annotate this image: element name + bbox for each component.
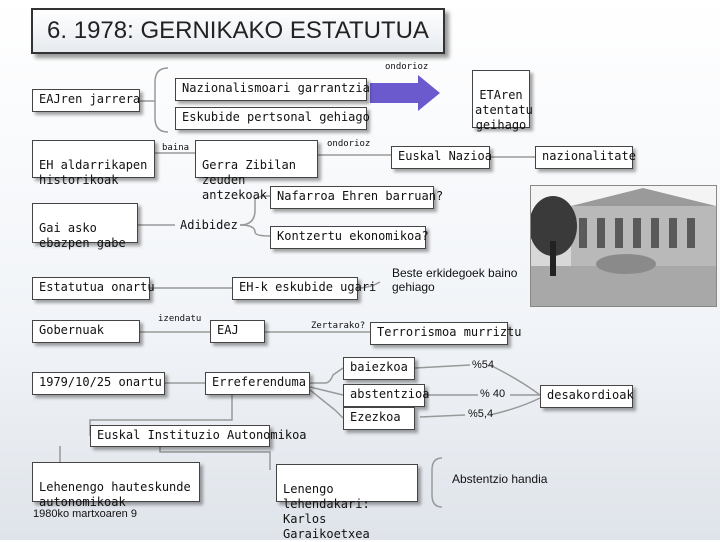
abstentzioa-label: abstentzioa <box>350 387 430 401</box>
lehenengo-hauteskunde-label: Lehenengo hauteskunde autonomikoak <box>39 480 191 509</box>
nazionalitate-label: nazionalitate <box>542 149 636 163</box>
eh-eskubide-label: EH-k eskubide ugari <box>239 280 377 294</box>
eh-aldarrikapen-label: EH aldarrikapen historikoak <box>39 158 148 187</box>
eaj-label: EAJ <box>217 323 239 337</box>
lehenengo-hauteskunde-box <box>32 462 200 509</box>
abstentzioa-box <box>343 384 430 407</box>
abstentzio-handia-label: Abstentzio handia <box>452 472 548 486</box>
gai-asko-label: Gai asko ebazpen gabe <box>39 221 126 250</box>
ondorioz-label-1: ondorioz <box>385 62 429 72</box>
eskubide-box <box>175 107 370 130</box>
gernika-photo <box>530 185 717 307</box>
gobernuak-label: Gobernuak <box>39 323 105 337</box>
ezezkoa-box <box>343 407 415 430</box>
zertarako-label: Zertarako? <box>311 321 366 331</box>
baiezkoa-label: baiezkoa <box>350 360 408 374</box>
nafarroa-label: Nafarroa Ehren barruan? <box>277 189 444 203</box>
terrorismoa-box <box>370 322 522 345</box>
estatutua-onartu-box <box>32 277 155 300</box>
eaj-jarrera-label: EAJren jarrera <box>39 92 141 106</box>
nazionalismoari-box <box>175 78 370 101</box>
gobernuak-box <box>32 320 140 343</box>
euskal-instituzio-box <box>90 425 307 447</box>
eskubide-label: Eskubide pertsonal gehiago <box>182 110 370 124</box>
ezezkoa-label: Ezezkoa <box>350 410 401 424</box>
adibidez-label: Adibidez <box>180 218 238 232</box>
terrorismoa-label: Terrorismoa murriztu <box>377 325 522 339</box>
baiezkoa-box <box>343 357 415 380</box>
euskal-instituzio-label: Euskal Instituzio Autonomikoa <box>97 428 307 442</box>
izendatu-label: izendatu <box>158 314 202 324</box>
lehendakari-box <box>276 464 418 541</box>
ondorioz-label-2: ondorioz <box>327 139 371 149</box>
ezezkoa-pct: %5,4 <box>468 408 494 420</box>
gerra-zibilan-box <box>195 140 318 202</box>
gai-asko-box <box>32 203 138 250</box>
lehendakari-label: Lenengo lehendakari: Karlos Garaikoetxea <box>283 482 370 541</box>
estatutua-onartu-label: Estatutua onartu <box>39 280 155 294</box>
euskal-nazioa-box <box>391 146 490 169</box>
kontzertu-label: Kontzertu ekonomikoa? <box>277 229 429 243</box>
eh-eskubide-box <box>232 277 377 300</box>
kontzertu-box <box>270 226 429 249</box>
etaren-box <box>472 70 533 132</box>
nafarroa-box <box>270 186 444 209</box>
date-onartu-label: 1979/10/25 onartu <box>39 375 162 389</box>
beste-erkidegoek-text: Beste erkidegoek baino gehiago <box>392 266 518 294</box>
eaj-jarrera-box <box>32 89 140 112</box>
euskal-nazioa-label: Euskal Nazioa <box>398 149 492 163</box>
erreferenduma-box <box>205 372 310 395</box>
nazionalitate-box <box>535 146 636 169</box>
desakordioak-box <box>540 385 633 408</box>
date-onartu-box <box>32 372 165 395</box>
etaren-label: ETAren atentatu geihago <box>475 88 533 132</box>
date-1980-label: 1980ko martxoaren 9 <box>33 508 137 520</box>
abstentzioa-pct: % 40 <box>480 388 506 400</box>
baiezkoa-pct: %54 <box>472 359 495 371</box>
baina-label: baina <box>162 143 190 153</box>
right-arrow-icon <box>370 75 440 111</box>
nazionalismoari-label: Nazionalismoari garrantzia <box>182 81 370 95</box>
desakordioak-label: desakordioak <box>547 388 634 402</box>
page-title: 6. 1978: GERNIKAKO ESTATUTUA <box>31 8 445 54</box>
gerra-zibilan-label: Gerra Zibilan zeuden antzekoak <box>202 158 296 202</box>
eaj-box <box>210 320 265 343</box>
eh-aldarrikapen-box <box>32 140 155 187</box>
erreferenduma-label: Erreferenduma <box>212 375 306 389</box>
